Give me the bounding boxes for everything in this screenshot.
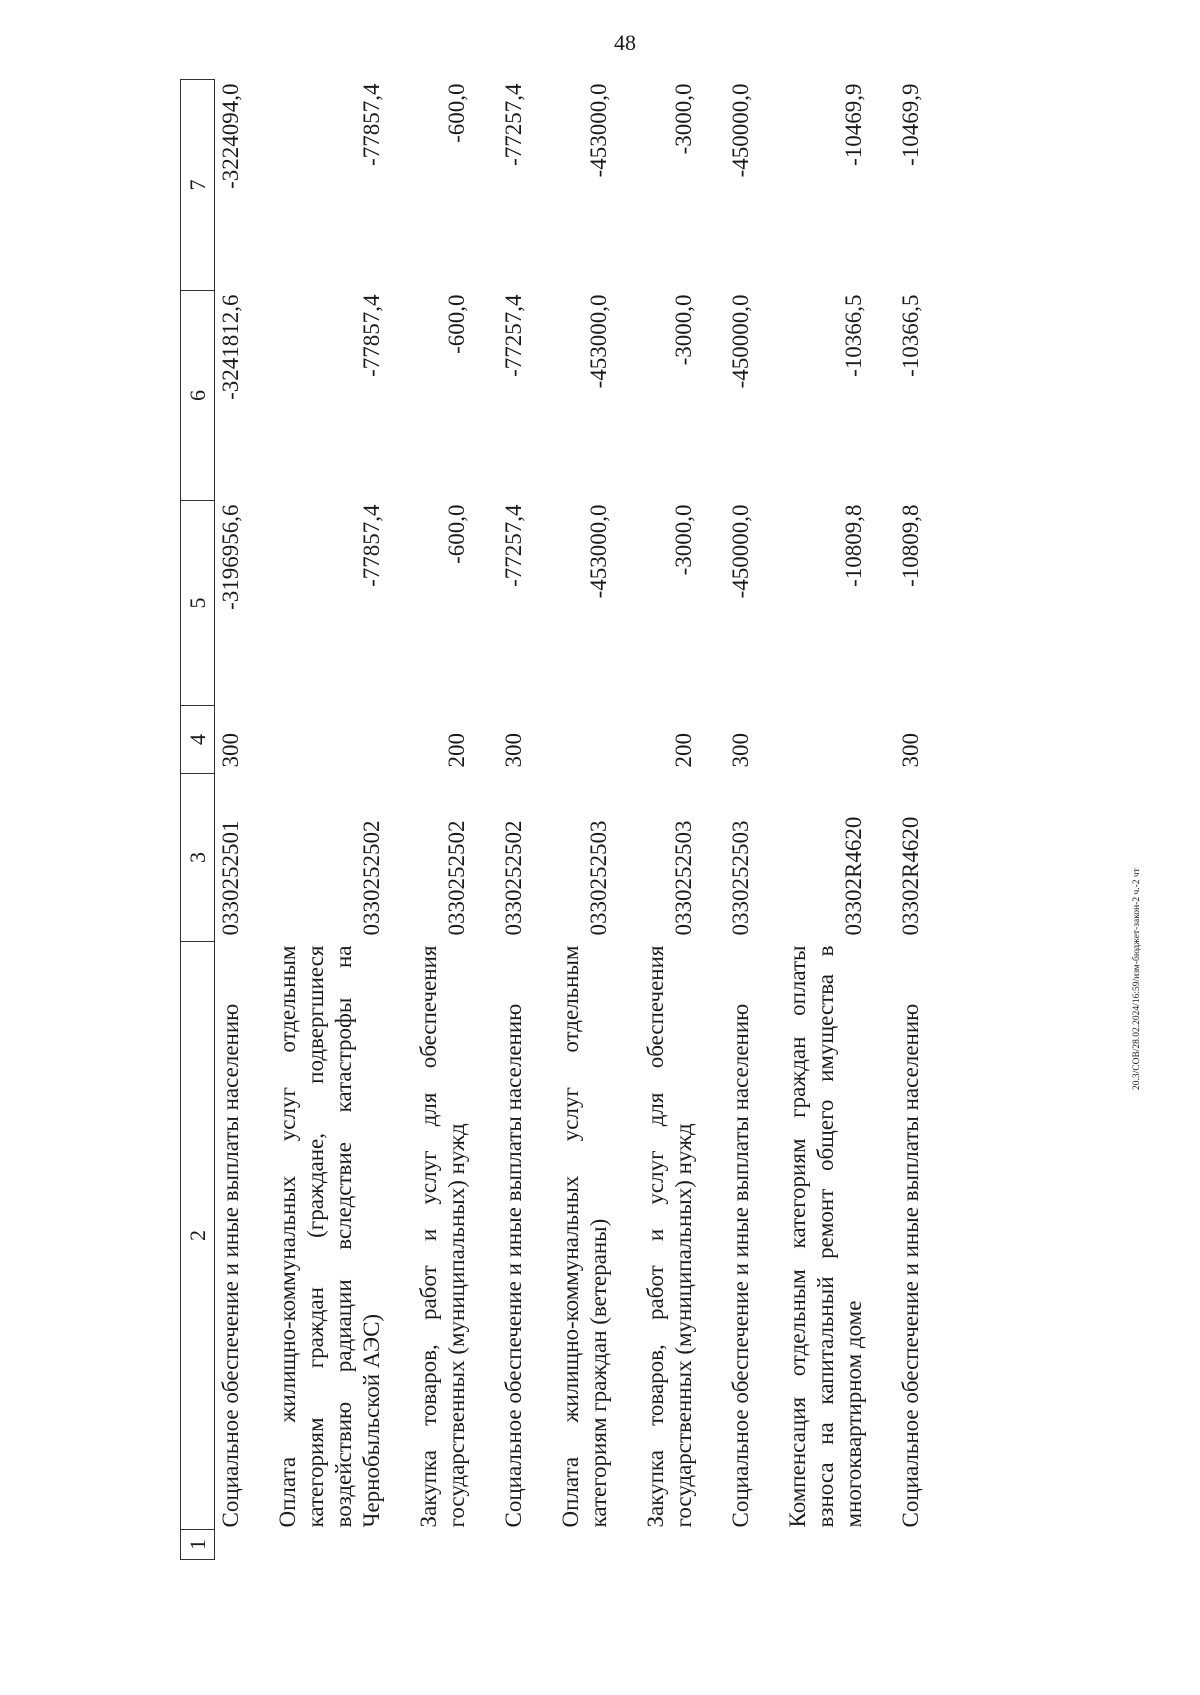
cell-name: Компенсация отдельным категориям граждан оплаты взноса на капитальный ремонт общего имущества в многоквартирном доме	[785, 945, 866, 1528]
header-row	[181, 80, 215, 1560]
cell-name: Оплата жилищно-коммунальных услуг отдельным категориям граждан (ветераны)	[558, 945, 611, 1528]
cell-value-5: -10809,8	[898, 504, 923, 587]
cell-value-5: -77257,4	[501, 504, 526, 587]
cell-name: Закупка товаров, работ и услуг для обеспечения государственных (муниципальных) нужд	[643, 945, 696, 1528]
cell-value-6: -10366,5	[898, 294, 923, 377]
table-body	[215, 80, 929, 1560]
cell-code: 0330252502	[359, 820, 384, 936]
table-row	[215, 80, 249, 1560]
cell-value-6: -3000,0	[671, 294, 696, 366]
table-row	[248, 80, 389, 1560]
cell-value-5: -3196956,6	[218, 504, 243, 610]
header-col-3: 3	[181, 774, 215, 942]
cell-name: Оплата жилищно-коммунальных услуг отдельным категориям граждан (граждане, подвергшиеся воздействию радиации вследствие катастрофы на Чернобыльской АЭС)	[275, 945, 384, 1528]
cell-value-5: -600,0	[444, 504, 469, 564]
cell-col-1	[531, 1530, 616, 1560]
cell-value-7: -10469,9	[898, 83, 923, 166]
cell-expense-type	[531, 706, 616, 774]
header-col-7: 7	[181, 80, 215, 291]
cell-value-6: -77257,4	[501, 294, 526, 377]
cell-name: Социальное обеспечение и иные выплаты населению	[898, 1003, 923, 1528]
budget-table	[180, 79, 928, 1560]
cell-expense-type: 300	[501, 733, 526, 768]
cell-code: 0330252501	[218, 820, 243, 936]
cell-col-1	[248, 1530, 389, 1560]
header-col-2: 2	[181, 942, 215, 1530]
header-col-6: 6	[181, 291, 215, 501]
cell-code: 03302R4620	[841, 816, 866, 936]
cell-value-7: -77257,4	[501, 83, 526, 166]
page-number: 48	[614, 30, 636, 55]
cell-col-1	[389, 1530, 474, 1560]
cell-expense-type: 200	[671, 733, 696, 768]
cell-col-1	[758, 1530, 871, 1560]
header-col-1: 1	[181, 1530, 215, 1560]
cell-code: 0330252503	[728, 820, 753, 936]
cell-code: 03302R4620	[898, 816, 923, 936]
cell-code: 0330252502	[444, 820, 469, 936]
cell-value-7: -453000,0	[586, 83, 611, 178]
cell-value-6: -450000,0	[728, 294, 753, 389]
cell-col-1	[215, 1530, 249, 1560]
cell-value-5: -10809,8	[841, 504, 866, 587]
footer-text: 20.3/СОВ/28.02.2024/16:59/изм-бюджет-закон-2 ч.-2 чт	[1132, 868, 1142, 1090]
cell-name: Закупка товаров, работ и услуг для обеспечения государственных (муниципальных) нужд	[416, 945, 469, 1528]
cell-value-6: -453000,0	[586, 294, 611, 389]
cell-name: Социальное обеспечение и иные выплаты населению	[501, 1003, 526, 1528]
cell-value-7: -77857,4	[359, 83, 384, 166]
cell-value-5: -450000,0	[728, 504, 753, 599]
cell-value-6: -77857,4	[359, 294, 384, 377]
table-row	[616, 80, 701, 1560]
table-row	[531, 80, 616, 1560]
cell-expense-type: 300	[898, 733, 923, 768]
table-row	[871, 80, 928, 1560]
table-row	[758, 80, 871, 1560]
cell-value-5: -3000,0	[671, 504, 696, 576]
cell-value-5: -453000,0	[586, 504, 611, 599]
cell-value-7: -10469,9	[841, 83, 866, 166]
budget-table-rotated	[180, 80, 1060, 1560]
cell-value-6: -10366,5	[841, 294, 866, 377]
cell-code: 0330252502	[501, 820, 526, 936]
cell-expense-type: 200	[444, 733, 469, 768]
cell-expense-type	[758, 706, 871, 774]
cell-name: Социальное обеспечение и иные выплаты населению	[728, 1003, 753, 1528]
cell-value-7: -600,0	[444, 83, 469, 143]
cell-name: Социальное обеспечение и иные выплаты населению	[218, 1003, 243, 1528]
cell-code: 0330252503	[671, 820, 696, 936]
table-row	[474, 80, 531, 1560]
cell-value-6: -600,0	[444, 294, 469, 354]
table-row	[701, 80, 758, 1560]
cell-col-1	[474, 1530, 531, 1560]
header-col-5: 5	[181, 501, 215, 706]
cell-col-1	[701, 1530, 758, 1560]
header-col-4: 4	[181, 706, 215, 774]
cell-expense-type: 300	[728, 733, 753, 768]
table-row	[389, 80, 474, 1560]
cell-code: 0330252503	[586, 820, 611, 936]
cell-expense-type: 300	[218, 733, 243, 768]
cell-value-7: -450000,0	[728, 83, 753, 178]
cell-value-5: -77857,4	[359, 504, 384, 587]
cell-value-7: -3000,0	[671, 83, 696, 155]
cell-col-1	[871, 1530, 928, 1560]
cell-value-6: -3241812,6	[218, 294, 243, 400]
cell-col-1	[616, 1530, 701, 1560]
cell-expense-type	[248, 706, 389, 774]
cell-value-7: -3224094,0	[218, 83, 243, 189]
